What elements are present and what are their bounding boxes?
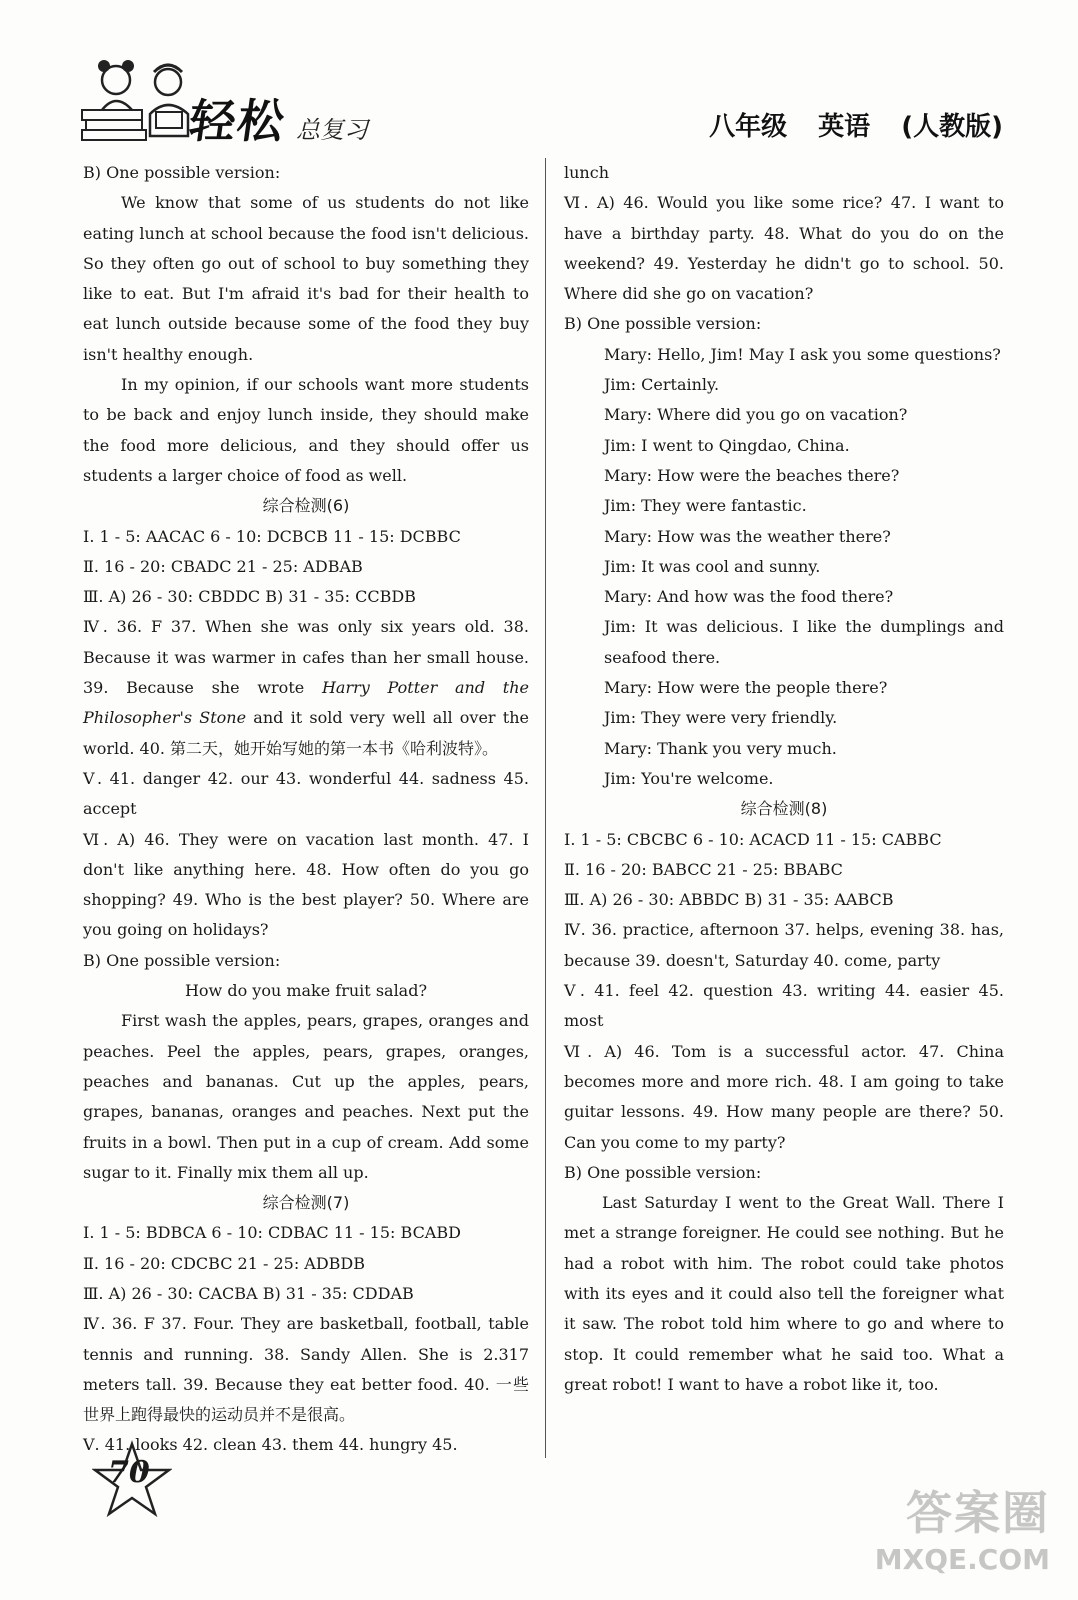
watermark [875,1477,1050,1576]
dialog-line: Mary: Thank you very much. [604,738,837,758]
answer-line: Ⅲ. A) 26 - 30: ABBDC B) 31 - 35: AABCB [564,890,894,910]
version-label: B) One possible version: [564,314,762,334]
page-number: 70 [108,1455,150,1490]
answer-line: Ⅱ. 16 - 20: CBADC 21 - 25: ADBAB [83,556,363,576]
logo-title: 轻松 [185,94,290,148]
left-column [83,158,529,1461]
logo-subtitle: 总复习 [296,116,368,144]
answer-line: Ⅵ. A) 46. Tom is a successful actor. 47. China becomes more and more rich. 48. I am going to take guitar lessons. 49. How many people are there? 50. Can you come to my party? [564,1041,1004,1152]
answer-text: and it sold very well all over the world. 40. 第二天，她开始写她的第一本书《哈利波特》。 [83,708,530,758]
section-title: 综合检测(6) [262,496,350,516]
essay-paragraph: First wash the apples, pears, grapes, oranges and peaches. Peel the apples, pears, grapes, oranges, peaches and bananas. Cut up the apples, pears, grapes, bananas, oranges and peaches. Next put the fruits in a bowl. Then put in a cup of cream. Add some sugar to it. Finally mix them all up. [83,1011,529,1182]
answer-line: Ⅰ. 1 - 5: BDBCA 6 - 10: CDBAC 11 - 15: BCABD [83,1223,461,1243]
column-divider [545,158,546,1458]
dialog-line: Jim: They were fantastic. [604,496,807,516]
book-title: Harry Potter and the Philosopher's Stone [83,678,529,728]
grade-label: 八年级 [709,112,788,142]
dialog-line: Mary: How were the people there? [604,678,888,698]
answer-line: Ⅴ. 41. danger 42. our 43. wonderful 44. sadness 45. accept [83,768,529,819]
dialog-line: Mary: How were the beaches there? [604,465,900,485]
dialog-line: Jim: You're welcome. [604,768,774,788]
answer-line: Ⅱ. 16 - 20: CDCBC 21 - 25: ADBDB [83,1253,366,1273]
page-header [0,0,1078,150]
answer-line: lunch [564,163,609,182]
dialog-line: Mary: How was the weather there? [604,526,891,546]
version-label: B) One possible version: [564,1162,762,1182]
answer-line: Ⅴ. 41. looks 42. clean 43. them 44. hungry 45. [83,1435,458,1455]
watermark-logo: 答案圈 [906,1486,1050,1540]
dialog-line: Mary: Hello, Jim! May I ask you some questions? [604,344,1001,364]
watermark-url: MXQE.COM [874,1543,1050,1576]
section-title: 综合检测(8) [740,799,828,819]
subject-label: 英语 [818,112,871,142]
edition-label: (人教版) [901,112,1003,142]
answer-line: Ⅳ. 36. F 37. Four. They are basketball, football, table tennis and running. 38. Sandy Allen. She is 2.317 meters tall. 39. Because they eat better food. 40. 一些世界上跑得最快的运动员并不是很高。 [83,1314,529,1425]
dialog-line: Mary: And how was the food there? [604,587,894,607]
answer-line: Ⅰ. 1 - 5: AACAC 6 - 10: DCBCB 11 - 15: DCBBC [83,526,461,546]
version-label: B) One possible version: [83,163,281,182]
answer-line: Ⅱ. 16 - 20: BABCC 21 - 25: BBABC [564,859,843,879]
answer-line: Ⅰ. 1 - 5: CBCBC 6 - 10: ACACD 11 - 15: CABBC [564,829,942,849]
essay-paragraph: Last Saturday I went to the Great Wall. There I met a strange foreigner. He could see nothing. But he had a robot with him. The robot could take photos with its eyes and it could also tell the foreigner what it saw. The robot told him where to go and where to stop. It could remember what he said too. What a great robot! I want to have a robot like it, too. [564,1193,1004,1394]
answer-line: Ⅵ. A) 46. They were on vacation last month. 47. I don't like anything here. 48. How often do you go shopping? 49. Who is the best player? 50. Where are you going on holidays? [83,829,529,940]
answer-line: Ⅵ. A) 46. Would you like some rice? 47. I want to have a birthday party. 48. What do you do on the weekend? 49. Yesterday he didn't go to school. 50. Where did she go on vacation? [564,193,1004,304]
answer-line: Ⅲ. A) 26 - 30: CBDDC B) 31 - 35: CCBDB [83,587,416,607]
essay-paragraph: In my opinion, if our schools want more students to be back and enjoy lunch inside, they should make the food more delicious, and they should offer us students a larger choice of food as well. [83,375,529,485]
dialog-line: Jim: I went to Qingdao, China. [604,435,850,455]
answer-line: Ⅴ. 41. feel 42. question 43. writing 44. easier 45. most [564,981,1004,1031]
section-title: 综合检测(7) [262,1193,350,1213]
dialog-line: Jim: It was delicious. I like the dumplings and seafood there. [604,617,1004,667]
version-label: B) One possible version: [83,950,281,970]
answer-text: Ⅳ. 36. F 37. When she was only six years old. 38. Because it was warmer in cafes than her small house. 39. Because she wrote [83,617,529,698]
right-column [564,158,1004,1400]
answer-line: Ⅲ. A) 26 - 30: CACBA B) 31 - 35: CDDAB [83,1283,414,1303]
essay-paragraph: We know that some of us students do not like eating lunch at school because the food isn't delicious. So they often go out of school to buy something they like to eat. But I'm afraid it's bad for their health to eat lunch outside because some of the food they buy isn't healthy enough. [83,193,529,364]
book-info [709,106,1003,143]
dialog-line: Jim: They were very friendly. [604,708,838,728]
essay-title: How do you make fruit salad? [184,981,428,1001]
answer-line: Ⅳ. 36. practice, afternoon 37. helps, evening 38. has, because 39. doesn't, Saturday 40. come, party [564,920,1004,970]
dialog-line: Jim: It was cool and sunny. [604,556,821,576]
dialog-line: Mary: Where did you go on vacation? [604,405,908,425]
dialog-line: Jim: Certainly. [604,375,720,395]
answer-line [83,612,529,763]
